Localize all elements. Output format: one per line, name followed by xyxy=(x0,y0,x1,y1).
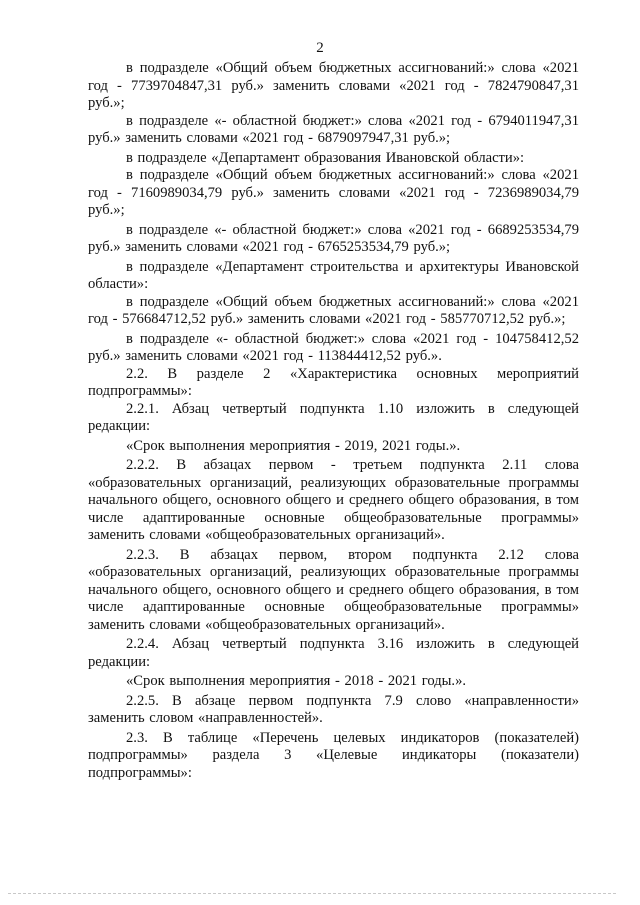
section-heading: 2.2. В разделе 2 «Характеристика основных мероприятий подпрограммы»: xyxy=(88,365,579,399)
paragraph: в подразделе «Департамент образования Ивановской области»: xyxy=(126,149,525,166)
paragraph: в подразделе «Общий объем бюджетных ассигнований:» слова «2021 год - 7160989034,79 руб.» заменить словами «2021 год - 7236989034,79 руб.»; xyxy=(88,167,579,218)
paragraph: в подразделе «Общий объем бюджетных ассигнований:» слова «2021 год - 576684712,52 руб.» заменить словами «2021 год - 585770712,52 руб.»; xyxy=(88,293,579,327)
section-heading: 2.3. В таблице «Перечень целевых индикаторов (показателей) подпрограммы» раздела 3 «Целевые индикаторы (показатели) подпрограммы»: xyxy=(88,729,579,781)
quote-paragraph: «Срок выполнения мероприятия - 2018 - 2021 годы.». xyxy=(126,673,467,689)
paragraph: в подразделе «Департамент строительства и архитектуры Ивановской области»: xyxy=(88,258,579,292)
paragraph: 2.2.5. В абзаце первом подпункта 7.9 слово «направленности» заменить словом «направленностей». xyxy=(88,692,579,726)
paragraph: в подразделе «Общий объем бюджетных ассигнований:» слова «2021 год - 7739704847,31 руб.» заменить словами «2021 год - 7824790847,31 руб.»; xyxy=(88,60,579,111)
quote-paragraph: «Срок выполнения мероприятия - 2019, 2021 годы.». xyxy=(126,437,461,454)
paragraph: в подразделе «- областной бюджет:» слова «2021 год - 104758412,52 руб.» заменить словами «2021 год - 113844412,52 руб.». xyxy=(88,330,579,364)
paragraph: 2.2.4. Абзац четвертый подпункта 3.16 изложить в следующей редакции: xyxy=(88,636,579,670)
scan-edge-line xyxy=(8,893,616,895)
paragraph: в подразделе «- областной бюджет:» слова «2021 год - 6689253534,79 руб.» заменить словами «2021 год - 6765253534,79 руб.»; xyxy=(88,221,579,255)
document-body xyxy=(88,60,579,782)
paragraph: 2.2.2. В абзацах первом - третьем подпункта 2.11 слова «образовательных организаций, реализующих образовательные программы начального общего, основного общего и среднего общего образования, в том числе адаптированные основные общеобразовательные программы» заменить словами «общеобразовательных организаций». xyxy=(88,457,579,543)
paragraph: 2.2.1. Абзац четвертый подпункта 1.10 изложить в следующей редакции: xyxy=(88,400,579,434)
paragraph: 2.2.3. В абзацах первом, втором подпункта 2.12 слова «образовательных организаций, реализующих образовательные программы начального общего, основного общего и среднего общего образования, в том числе адаптированные основные общеобразовательные программы» заменить словами «общеобразовательных организаций». xyxy=(88,546,579,633)
paragraph: в подразделе «- областной бюджет:» слова «2021 год - 6794011947,31 руб.» заменить словами «2021 год - 6879097947,31 руб.»; xyxy=(88,112,579,146)
page-number: 2 xyxy=(316,40,324,56)
